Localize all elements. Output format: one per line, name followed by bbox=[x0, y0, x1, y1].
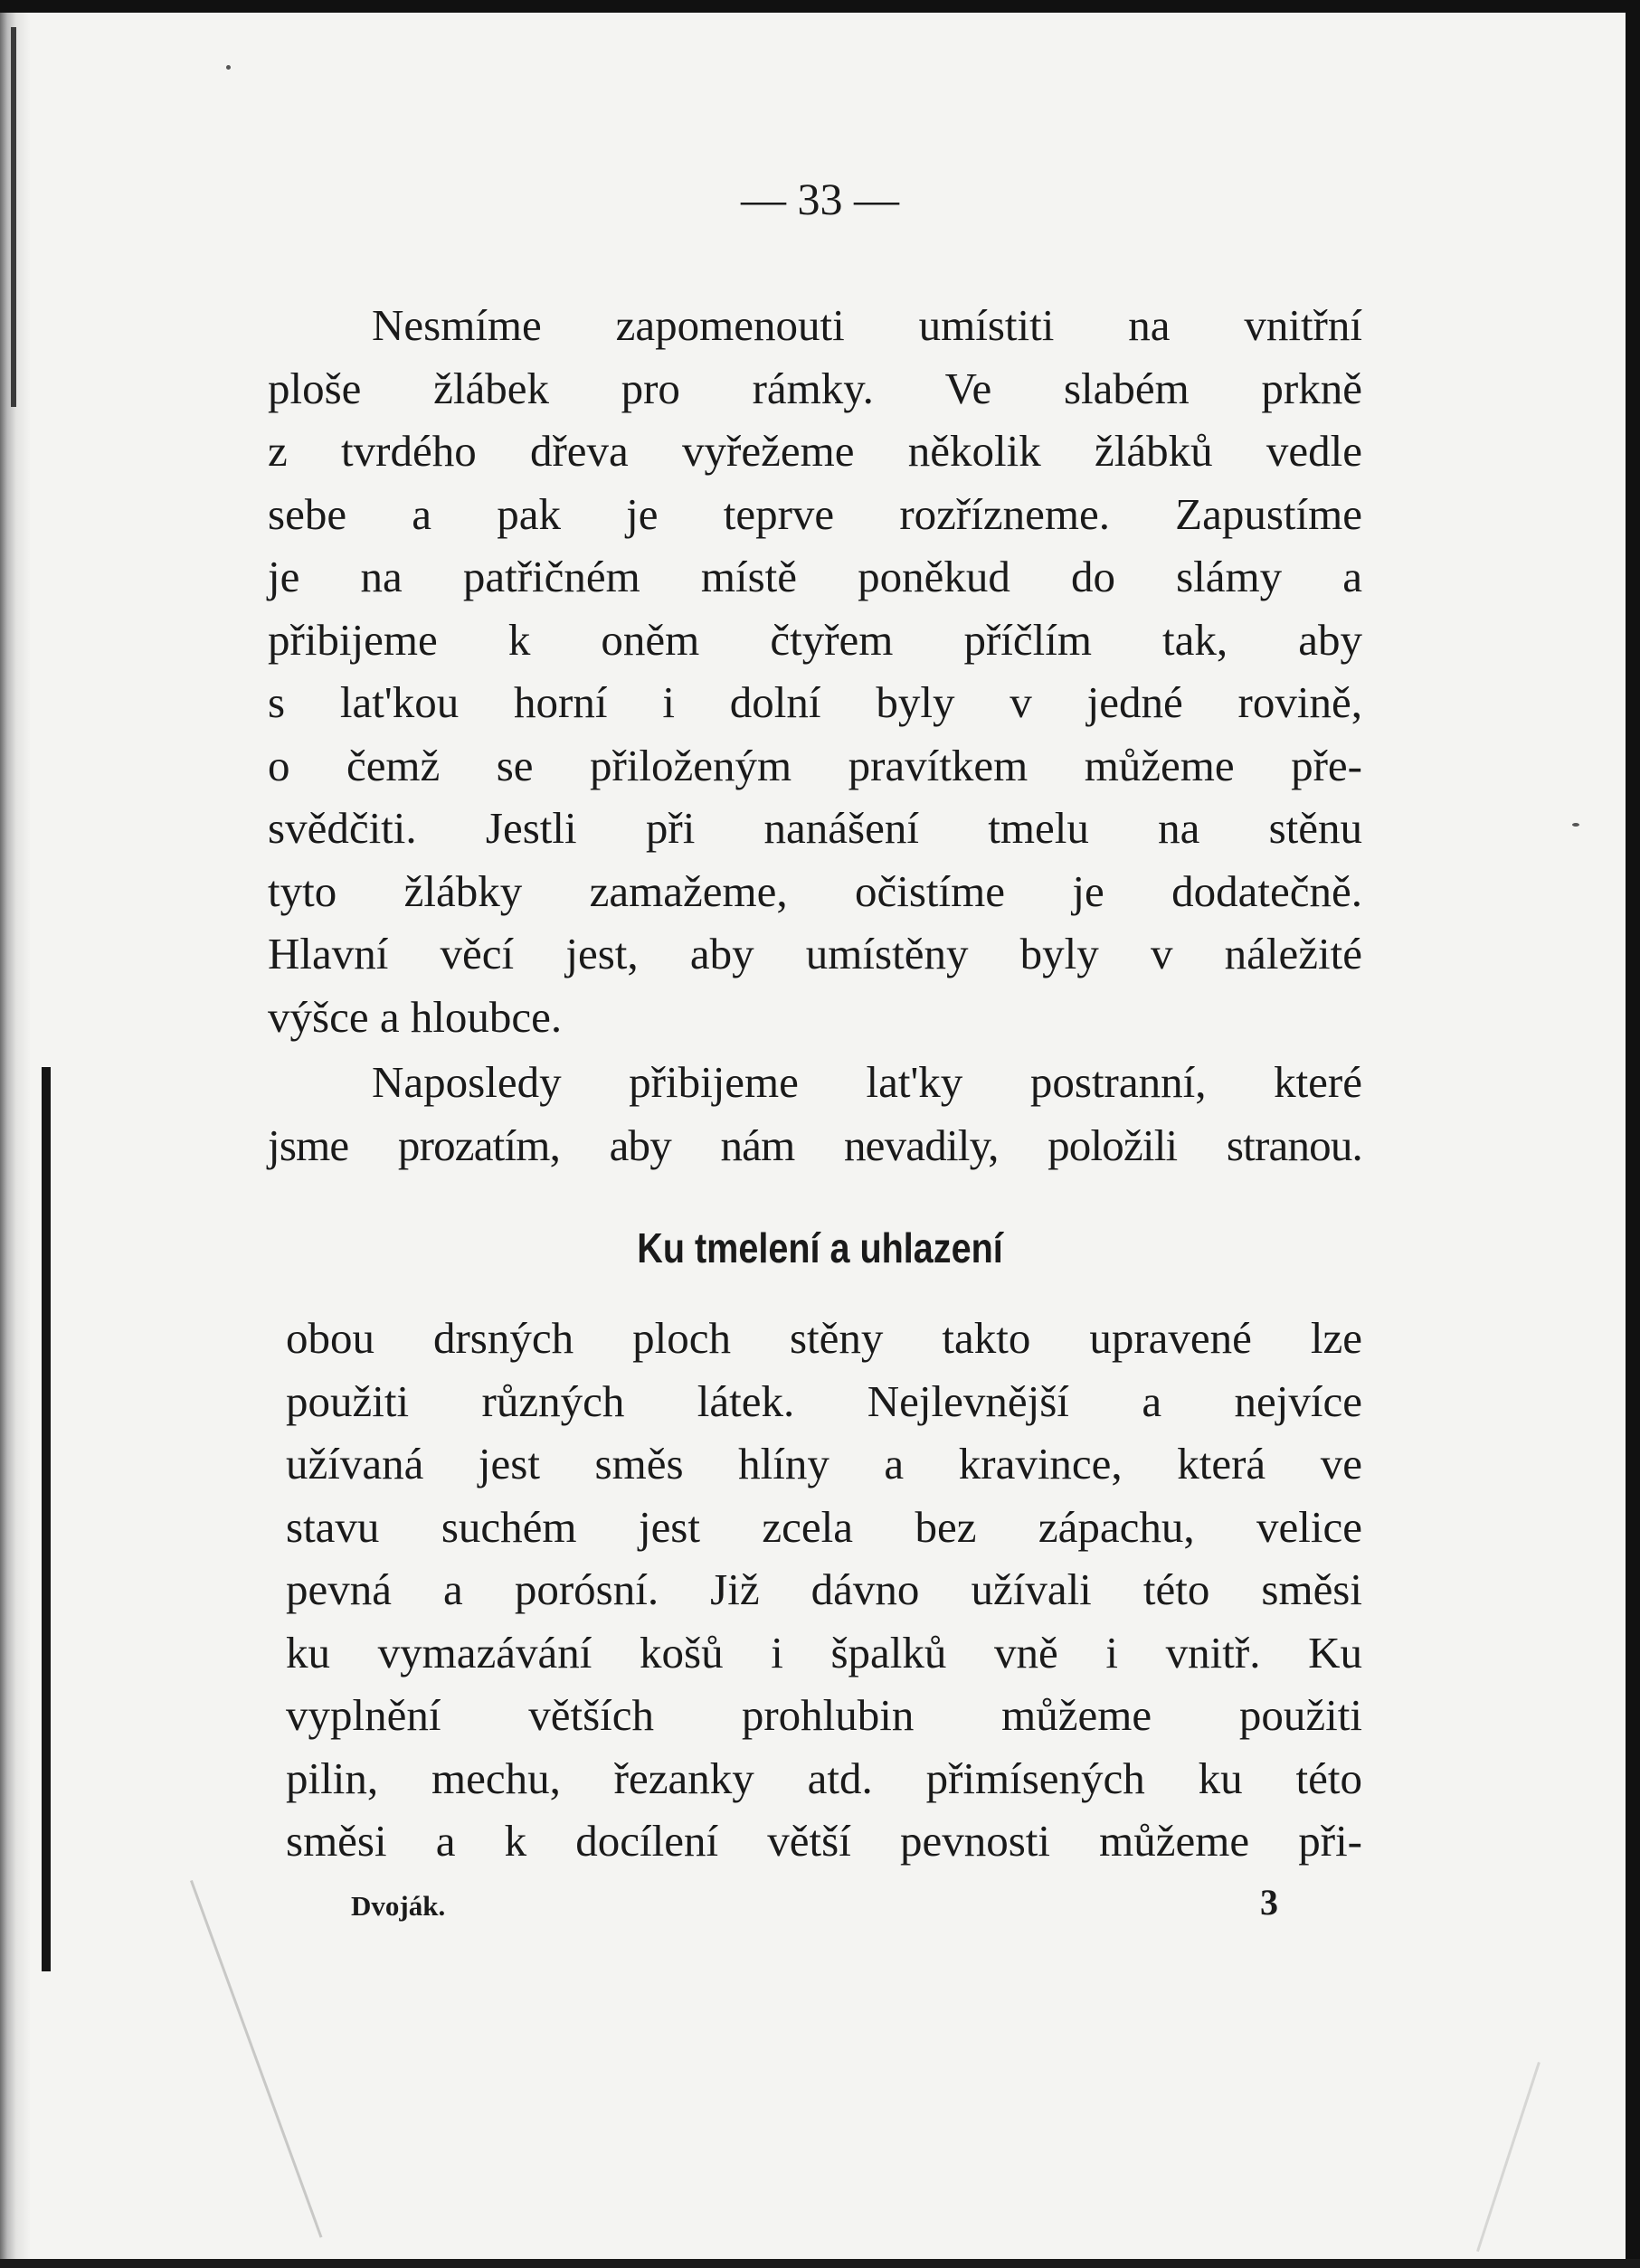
paper-crease bbox=[190, 1880, 322, 2238]
paper-speck bbox=[1572, 823, 1579, 827]
text-line: pevná a porósní. Již dávno užívali této směsi bbox=[286, 1564, 1362, 1614]
text-line: Nesmíme zapomenouti umístiti na vnitřní bbox=[372, 300, 1362, 350]
footer-author: Dvoják. bbox=[351, 1890, 446, 1922]
text-line: užívaná jest směs hlíny a kravince, která ve bbox=[286, 1439, 1362, 1488]
text-line: o čemž se přiloženým pravítkem můžeme pře- bbox=[268, 740, 1362, 790]
text-line: Hlavní věcí jest, aby umístěny byly v náležité bbox=[268, 929, 1362, 978]
text-line: stavu suchém jest zcela bez zápachu, velice bbox=[286, 1501, 1362, 1552]
text-line: sebe a pak je teprve rozřízneme. Zapustíme bbox=[268, 488, 1362, 539]
text-line: ploše žlábek pro rámky. Ve slabém prkně bbox=[268, 363, 1362, 413]
section-heading: Ku tmelení a uhlazení bbox=[637, 1224, 1003, 1271]
binding-shadow bbox=[42, 1067, 51, 1971]
paragraph-2 bbox=[268, 1051, 1362, 1177]
text-line: směsi a k docílení větší pevnosti můžeme při- bbox=[286, 1816, 1362, 1866]
scan-border-top bbox=[0, 0, 1640, 13]
scan-border-bottom bbox=[0, 2259, 1640, 2268]
page-number: — 33 — bbox=[741, 174, 899, 224]
text-line: svědčiti. Jestli při nanášení tmelu na stěnu bbox=[268, 803, 1362, 853]
text-line: ku vymazávání košů i špalků vně i vnitř. Ku bbox=[286, 1627, 1362, 1677]
paragraph-3 bbox=[286, 1307, 1362, 1873]
text-line: Naposledy přibijeme lat'ky postranní, které bbox=[372, 1057, 1362, 1107]
scan-border-right bbox=[1626, 0, 1640, 2268]
text-line: výšce a hloubce. bbox=[268, 991, 563, 1042]
text-line: je na patřičném místě poněkud do slámy a bbox=[268, 552, 1362, 601]
text-line: s lat'kou horní i dolní byly v jedné rovině, bbox=[268, 677, 1362, 727]
footer-signature-mark: 3 bbox=[1260, 1882, 1278, 1923]
text-line: použiti různých látek. Nejlevnější a nejvíce bbox=[286, 1375, 1362, 1426]
paper-speck bbox=[226, 65, 231, 70]
paragraph-1 bbox=[268, 294, 1362, 1048]
text-line: tyto žlábky zamažeme, očistíme je dodatečně. bbox=[268, 865, 1362, 916]
text-line: pilin, mechu, řezanky atd. přimísených ku této bbox=[286, 1753, 1362, 1803]
text-line: vyplnění větších prohlubin můžeme použiti bbox=[286, 1690, 1362, 1740]
paper-crease bbox=[1476, 2062, 1540, 2252]
text-line: přibijeme k oněm čtyřem příčlím tak, aby bbox=[268, 614, 1362, 665]
text-line: z tvrdého dřeva vyřežeme několik žlábků vedle bbox=[268, 426, 1362, 476]
text-line: jsme prozatím, aby nám nevadily, položili stranou. bbox=[268, 1120, 1362, 1170]
text-line: obou drsných ploch stěny takto upravené lze bbox=[286, 1313, 1362, 1363]
